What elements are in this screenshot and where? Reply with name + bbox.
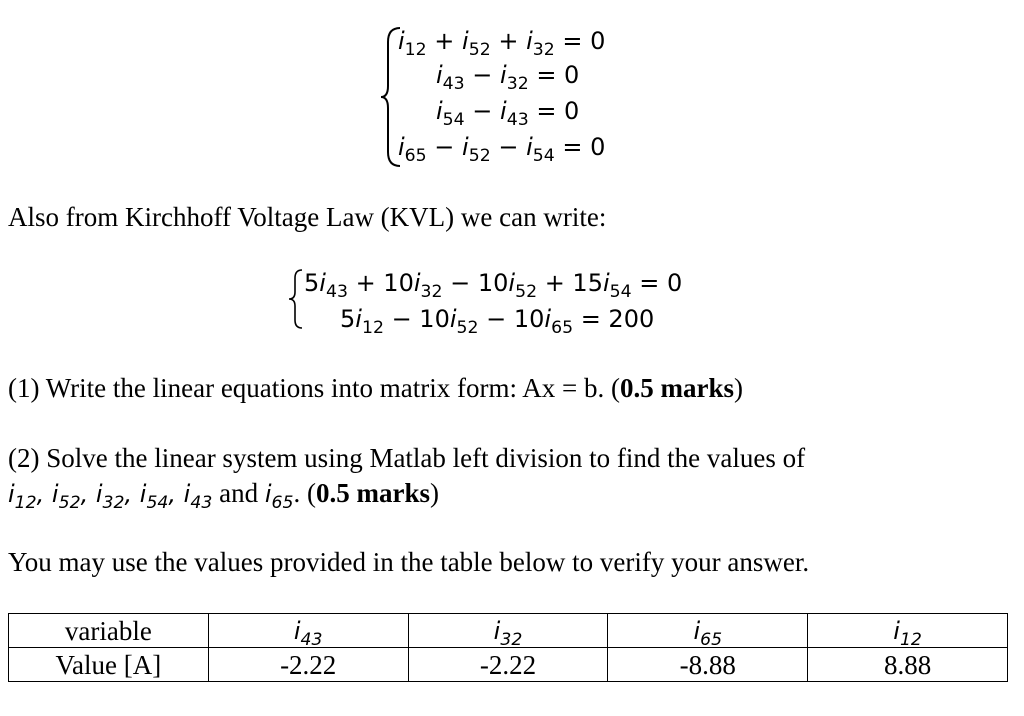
- kvl-equation-system: [288, 268, 748, 338]
- table-header-cell: variable: [9, 614, 209, 648]
- question-2-line-1: (2) Solve the linear system using Matlab left division to find the values of: [8, 443, 806, 473]
- kvl-intro: Also from Kirchhoff Voltage Law (KVL) we can write:: [8, 202, 607, 232]
- table-row: [9, 648, 1008, 682]
- question-2-marks: 0.5 marks: [315, 478, 430, 508]
- question-1-text: (1) Write the linear equations into matrix form: Ax = b. (: [8, 373, 620, 403]
- table-cell: 8.88: [808, 648, 1008, 682]
- verify-text: You may use the values provided in the table below to verify your answer.: [8, 547, 810, 577]
- question-2-sep: . (: [293, 478, 316, 508]
- table-cell: -8.88: [608, 648, 808, 682]
- kvl-equation-1: $5i_{43} + 10i_{32} - 10i_{52} + 15i_{54} = 0$: [304, 269, 683, 303]
- table-header-row: [9, 614, 1008, 648]
- question-1-close: ): [734, 373, 743, 403]
- kcl-equation-1: $i_{12} + i_{52} + i_{32} = 0$: [398, 27, 606, 61]
- kcl-equation-2: $i_{43} - i_{32} = 0$: [436, 61, 580, 95]
- values-table: [8, 613, 1008, 682]
- kcl-equation-4: $i_{65} - i_{52} - i_{54} = 0$: [398, 133, 606, 167]
- kcl-equation-system: [380, 26, 660, 168]
- question-2-last-variable: $i_{65}$: [264, 480, 294, 514]
- table-cell: -2.22: [408, 648, 608, 682]
- question-2-close: ): [429, 478, 439, 508]
- question-2-and: and: [219, 478, 259, 508]
- question-2-variables: $i_{12}$, $i_{52}$, $i_{32}$, $i_{54}$, $i_{43}$: [8, 480, 213, 514]
- table-cell: -2.22: [208, 648, 408, 682]
- table-header-cell: $i_{12}$: [808, 614, 1008, 648]
- table-header-cell: $i_{32}$: [408, 614, 608, 648]
- table-row-label: Value [A]: [9, 648, 209, 682]
- kcl-equation-3: $i_{54} - i_{43} = 0$: [436, 97, 580, 131]
- left-brace-icon: [288, 268, 304, 330]
- table-header-cell: $i_{65}$: [608, 614, 808, 648]
- question-1-marks: 0.5 marks: [620, 373, 734, 403]
- question-2-line-2: [8, 476, 439, 514]
- kvl-equation-2: $5i_{12} - 10i_{52} - 10i_{65} = 200$: [340, 305, 655, 339]
- table-header-cell: $i_{43}$: [208, 614, 408, 648]
- question-1: [8, 371, 743, 405]
